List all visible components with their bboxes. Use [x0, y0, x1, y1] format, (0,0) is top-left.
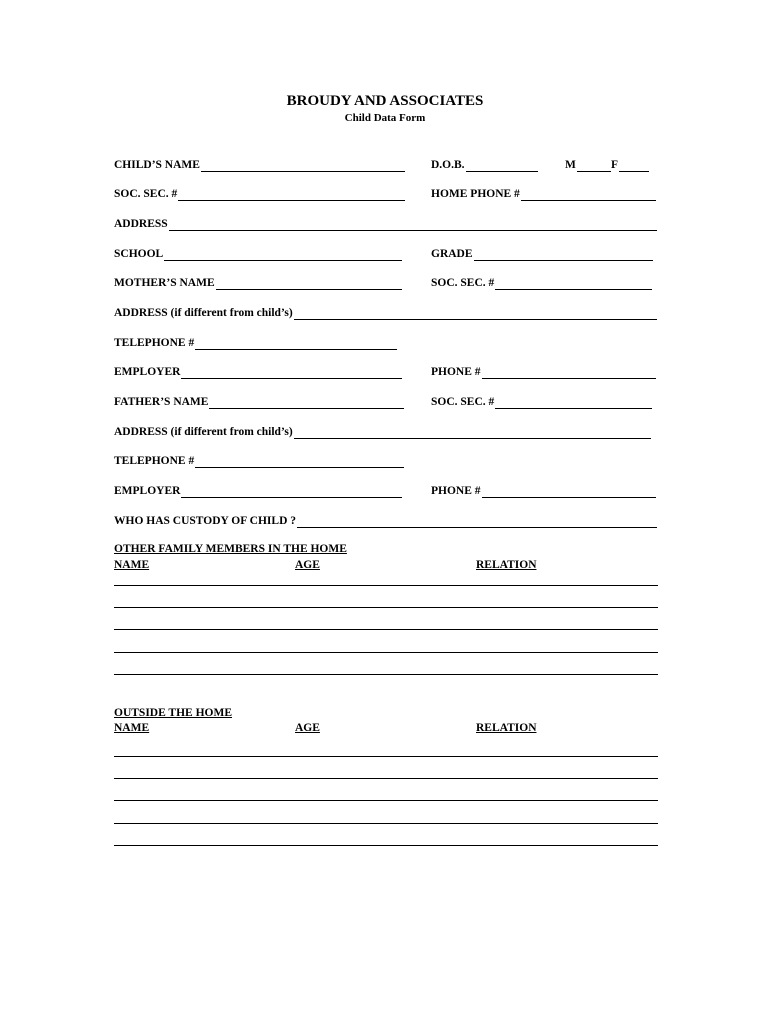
family-outside-entry-line[interactable] — [114, 778, 658, 779]
mother-employer-label: EMPLOYER — [114, 366, 181, 378]
address-field[interactable] — [114, 215, 657, 231]
grade-field[interactable] — [431, 245, 653, 261]
mother-name-label: MOTHER’S NAME — [114, 277, 215, 289]
school-field[interactable] — [114, 245, 402, 261]
mother-soc-sec-field[interactable] — [431, 274, 652, 290]
father-name-label: FATHER’S NAME — [114, 396, 209, 408]
father-name-field[interactable] — [114, 393, 404, 409]
mother-soc-sec-blank[interactable] — [495, 277, 652, 290]
dob-field[interactable] — [431, 156, 538, 172]
father-telephone-field[interactable] — [114, 452, 404, 468]
soc-sec-field[interactable] — [114, 185, 405, 201]
home-phone-blank[interactable] — [521, 188, 656, 201]
family-home-entry-line[interactable] — [114, 585, 658, 586]
family-outside-entry-line[interactable] — [114, 845, 658, 846]
father-phone-blank[interactable] — [482, 485, 656, 498]
mother-address-label: ADDRESS (if different from child’s) — [114, 307, 293, 319]
mother-address-blank[interactable] — [294, 307, 657, 320]
family-home-relation-header: RELATION — [476, 559, 537, 571]
mother-telephone-label: TELEPHONE # — [114, 337, 195, 349]
family-outside-relation-header: RELATION — [476, 722, 537, 734]
father-employer-label: EMPLOYER — [114, 485, 181, 497]
custody-field[interactable] — [114, 512, 657, 528]
dob-blank[interactable] — [466, 159, 538, 172]
mother-soc-sec-label: SOC. SEC. # — [431, 277, 495, 289]
family-outside-name-header: NAME — [114, 722, 150, 734]
sex-f-field[interactable] — [611, 156, 649, 172]
child-name-label: CHILD’S NAME — [114, 159, 200, 171]
family-home-name-header: NAME — [114, 559, 150, 571]
father-employer-blank[interactable] — [181, 485, 402, 498]
school-label: SCHOOL — [114, 248, 164, 260]
child-name-field[interactable] — [114, 156, 405, 172]
mother-phone-label: PHONE # — [431, 366, 481, 378]
custody-blank[interactable] — [297, 515, 657, 528]
child-name-blank[interactable] — [201, 159, 405, 172]
family-home-entry-line[interactable] — [114, 674, 658, 675]
father-phone-field[interactable] — [431, 482, 656, 498]
address-blank[interactable] — [169, 218, 657, 231]
address-label: ADDRESS — [114, 218, 168, 230]
family-home-heading: OTHER FAMILY MEMBERS IN THE HOME — [114, 543, 347, 555]
custody-label: WHO HAS CUSTODY OF CHILD ? — [114, 515, 297, 527]
father-soc-sec-field[interactable] — [431, 393, 652, 409]
sex-f-blank[interactable] — [619, 159, 649, 172]
father-soc-sec-blank[interactable] — [495, 396, 652, 409]
sex-m-label: M — [565, 159, 576, 171]
soc-sec-blank[interactable] — [178, 188, 405, 201]
grade-label: GRADE — [431, 248, 473, 260]
father-telephone-label: TELEPHONE # — [114, 455, 195, 467]
family-outside-entry-line[interactable] — [114, 800, 658, 801]
father-soc-sec-label: SOC. SEC. # — [431, 396, 495, 408]
father-address-blank[interactable] — [294, 426, 651, 439]
family-home-entry-line[interactable] — [114, 652, 658, 653]
mother-name-field[interactable] — [114, 274, 402, 290]
mother-phone-blank[interactable] — [482, 366, 656, 379]
sex-f-label: F — [611, 159, 619, 171]
mother-telephone-field[interactable] — [114, 334, 397, 350]
father-phone-label: PHONE # — [431, 485, 481, 497]
father-name-blank[interactable] — [209, 396, 404, 409]
mother-address-field[interactable] — [114, 304, 657, 320]
mother-phone-field[interactable] — [431, 363, 656, 379]
family-home-entry-line[interactable] — [114, 629, 658, 630]
mother-name-blank[interactable] — [216, 277, 402, 290]
family-home-age-header: AGE — [295, 559, 320, 571]
family-outside-heading: OUTSIDE THE HOME — [114, 707, 233, 719]
family-home-entry-line[interactable] — [114, 607, 658, 608]
family-outside-entry-line[interactable] — [114, 823, 658, 824]
home-phone-field[interactable] — [431, 185, 656, 201]
school-blank[interactable] — [164, 248, 402, 261]
mother-telephone-blank[interactable] — [195, 337, 397, 350]
soc-sec-label: SOC. SEC. # — [114, 188, 178, 200]
father-employer-field[interactable] — [114, 482, 402, 498]
dob-label: D.O.B. — [431, 159, 465, 171]
page-title: BROUDY AND ASSOCIATES — [286, 93, 484, 109]
father-telephone-blank[interactable] — [195, 455, 404, 468]
mother-employer-field[interactable] — [114, 363, 402, 379]
mother-employer-blank[interactable] — [181, 366, 402, 379]
sex-m-field[interactable] — [565, 156, 611, 172]
grade-blank[interactable] — [474, 248, 653, 261]
home-phone-label: HOME PHONE # — [431, 188, 520, 200]
family-outside-entry-line[interactable] — [114, 756, 658, 757]
page-subtitle: Child Data Form — [344, 112, 426, 124]
sex-m-blank[interactable] — [577, 159, 611, 172]
father-address-label: ADDRESS (if different from child’s) — [114, 426, 293, 438]
father-address-field[interactable] — [114, 423, 651, 439]
family-outside-age-header: AGE — [295, 722, 320, 734]
